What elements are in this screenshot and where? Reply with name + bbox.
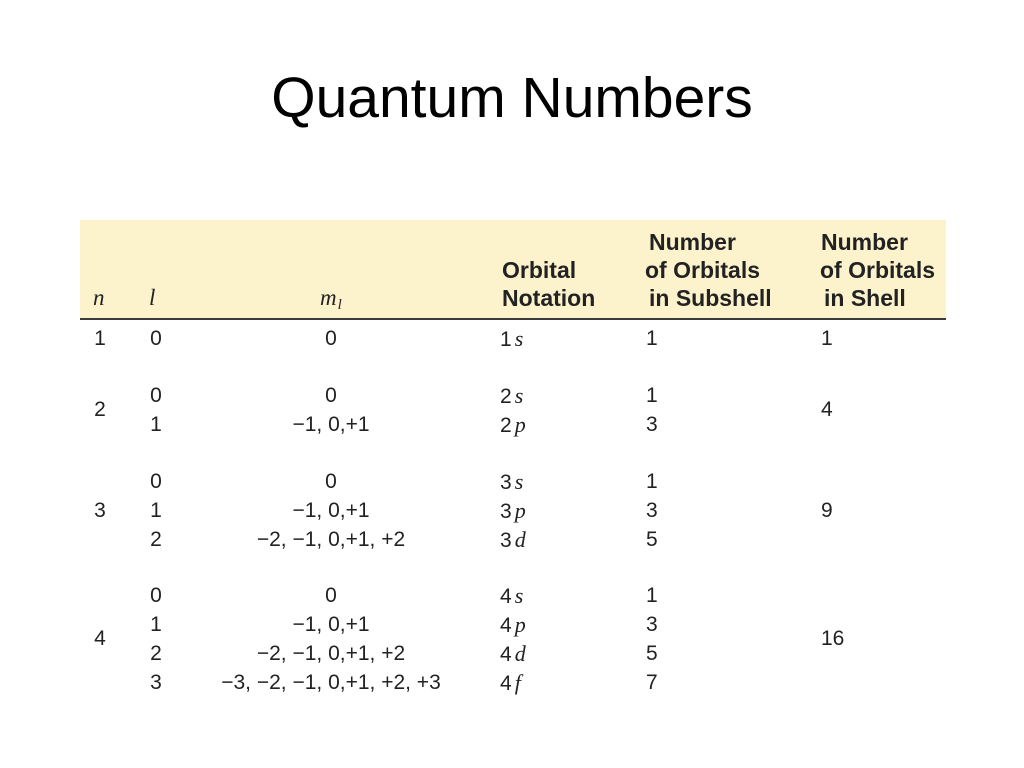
orbitals-in-subshell-value: 1 [646,327,658,350]
orbital-subshell-letter: p [514,612,526,637]
ml-values: 0 [325,384,337,407]
l-value: 1 [150,499,162,522]
ml-values: −1, 0,+1 [292,613,370,636]
ml-values: −2, −1, 0,+1, +2 [256,528,406,551]
orbitals-in-subshell-value: 1 [646,384,658,407]
slide-title: Quantum Numbers [271,66,753,130]
orbitals-in-subshell-value: 1 [646,470,658,493]
shell-n-value: 4 [94,627,106,650]
shell-n-value: 2 [94,398,106,421]
orbital-notation [500,612,526,638]
ml-values: 0 [325,584,337,607]
orbital-notation [500,498,526,524]
orbital-notation [500,412,526,438]
header-n: n [93,285,105,310]
header-orbitals-in-shell-line2: of Orbitals [820,257,936,283]
header-orbitals-in-shell-line1: Number [821,229,908,255]
header-ml-symbol: m [320,285,337,310]
orbitals-in-subshell-value: 3 [646,613,658,636]
orbitals-in-shell-value: 1 [821,327,833,350]
header-orbital-notation-line2: Notation [502,285,596,311]
orbital-subshell-letter: s [514,326,524,351]
ml-values: −3, −2, −1, 0,+1, +2, +3 [221,671,441,694]
header-orbitals-in-subshell-line3: in Subshell [649,285,772,311]
orbital-notation [500,469,523,495]
orbital-subshell-letter: f [514,670,521,695]
ml-values: −1, 0,+1 [292,499,370,522]
l-value: 1 [150,613,162,636]
orbital-principal-number: 3 [500,529,512,552]
l-value: 2 [150,642,162,665]
orbital-principal-number: 2 [500,385,512,408]
orbital-subshell-letter: p [514,498,526,523]
orbital-principal-number: 3 [500,500,512,523]
orbital-notation [500,527,526,553]
orbital-notation [500,641,526,667]
orbitals-in-subshell-value: 5 [646,528,658,551]
orbital-subshell-letter: s [514,469,524,494]
orbitals-in-subshell-value: 1 [646,584,658,607]
orbital-principal-number: 3 [500,471,512,494]
orbital-notation [500,326,523,352]
orbitals-in-shell-value: 9 [821,499,833,522]
orbitals-in-subshell-value: 5 [646,642,658,665]
l-value: 0 [150,470,162,493]
header-orbitals-in-subshell-line1: Number [649,229,736,255]
l-value: 1 [150,413,162,436]
orbital-subshell-letter: s [514,383,524,408]
ml-values: 0 [325,470,337,493]
orbitals-in-subshell-value: 3 [646,499,658,522]
orbital-subshell-letter: p [514,412,526,437]
orbital-principal-number: 4 [500,643,512,666]
orbital-principal-number: 2 [500,414,512,437]
orbital-principal-number: 1 [500,328,512,351]
l-value: 3 [150,671,162,694]
orbital-subshell-letter: d [514,527,526,552]
header-ml-subscript: l [337,297,342,313]
header-ml [320,284,342,312]
l-value: 2 [150,528,162,551]
header-orbital-notation-line1: Orbital [502,257,577,283]
shell-n-value: 1 [94,327,106,350]
l-value: 0 [150,584,162,607]
orbitals-in-subshell-value: 3 [646,413,658,436]
orbital-notation [500,383,523,409]
orbitals-in-subshell-value: 7 [646,671,658,694]
orbital-notation [500,670,521,696]
l-value: 0 [150,384,162,407]
ml-values: −2, −1, 0,+1, +2 [256,642,406,665]
shell-n-value: 3 [94,499,106,522]
orbital-subshell-letter: d [514,641,526,666]
orbital-notation [500,583,523,609]
ml-values: 0 [325,327,337,350]
orbitals-in-shell-value: 4 [821,398,833,421]
l-value: 0 [150,327,162,350]
orbital-subshell-letter: s [514,583,524,608]
header-l: l [149,285,156,310]
header-orbitals-in-shell-line3: in Shell [824,285,906,311]
orbital-principal-number: 4 [500,614,512,637]
ml-values: −1, 0,+1 [292,413,370,436]
orbital-principal-number: 4 [500,585,512,608]
header-orbitals-in-subshell-line2: of Orbitals [645,257,761,283]
orbital-principal-number: 4 [500,672,512,695]
orbitals-in-shell-value: 16 [821,627,845,650]
